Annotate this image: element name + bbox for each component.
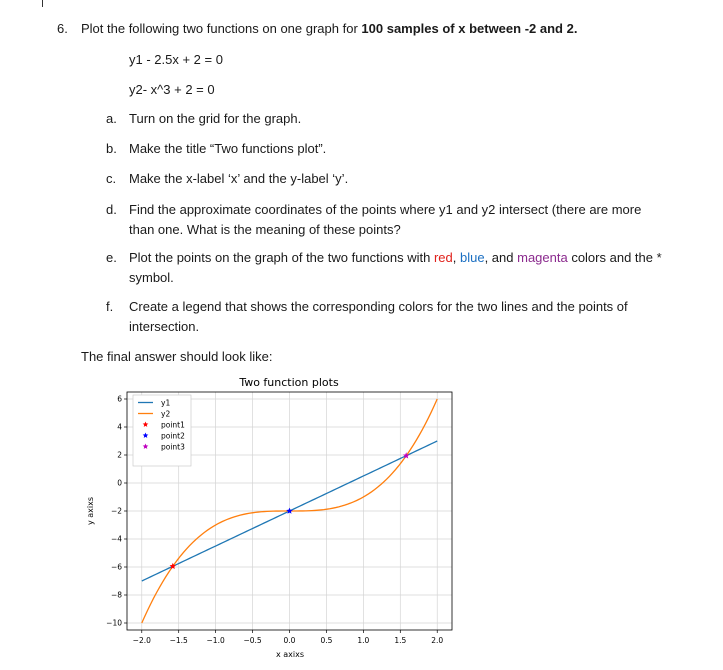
item-a-label: a. (106, 111, 117, 126)
y-tick-label: 2 (117, 450, 122, 460)
y-tick-label: −6 (110, 562, 122, 572)
legend-label-point1: point1 (161, 420, 185, 430)
item-e-pre: Plot the points on the graph of the two functions with (129, 250, 434, 265)
item-e-label: e. (106, 250, 117, 265)
legend-label-point3: point3 (161, 442, 185, 452)
y-tick-label: −4 (110, 534, 122, 544)
equation-y1: y1 - 2.5x + 2 = 0 (129, 52, 223, 67)
item-e-sep2: , and (484, 250, 518, 265)
x-tick-label: −1.0 (206, 636, 225, 645)
chart-xlabel: x axixs (275, 650, 305, 659)
chart-ylabel: y axixs (86, 496, 95, 526)
intro-bold-text: 100 samples of x between -2 and 2. (361, 21, 578, 36)
x-tick-label: −0.5 (243, 636, 262, 645)
x-tick-label: 2.0 (431, 636, 444, 645)
item-e-magenta: magenta (517, 250, 568, 265)
x-tick-label: 0.0 (283, 636, 296, 645)
item-c-label: c. (106, 171, 117, 186)
y-tick-label: −2 (110, 506, 122, 516)
item-d-text: Find the approximate coordinates of the points where y1 and y2 intersect (there are more than one. What is the meaning of these points? (129, 202, 642, 237)
y-tick-label: 6 (117, 394, 122, 404)
item-e-sep1: , (452, 250, 460, 265)
item-b-label: b. (106, 141, 117, 156)
x-tick-label: −1.5 (169, 636, 188, 645)
final-answer-text: The final answer should look like: (81, 349, 273, 364)
item-b-text: Make the title “Two functions plot”. (129, 141, 327, 156)
item-e-red: red (433, 250, 453, 265)
y-tick-label: 4 (117, 422, 122, 432)
x-tick-label: 0.5 (320, 636, 333, 645)
question-number: 6. (57, 21, 68, 36)
chart-title: Two function plots (239, 376, 339, 389)
equation-y2: y2- x^3 + 2 = 0 (129, 82, 215, 97)
legend-label-point2: point2 (161, 431, 185, 441)
item-f-text: Create a legend that shows the corresponding colors for the two lines and the points of intersection. (129, 299, 628, 334)
item-e-post: colors and the * symbol. (129, 250, 662, 285)
item-c-text: Make the x-label ‘x’ and the y-label ‘y’. (129, 171, 349, 186)
x-tick-label: 1.5 (394, 636, 407, 645)
item-a-text: Turn on the grid for the graph. (129, 111, 302, 126)
intro-text: Plot the following two functions on one graph for (81, 21, 362, 36)
item-e-blue: blue (460, 250, 485, 265)
y-tick-label: −10 (106, 618, 122, 628)
legend-label-y1: y1 (161, 398, 171, 408)
x-tick-label: −2.0 (132, 636, 151, 645)
y-tick-label: −8 (110, 590, 122, 600)
y-tick-label: 0 (117, 478, 122, 488)
legend-label-y2: y2 (161, 409, 171, 419)
x-tick-label: 1.0 (357, 636, 370, 645)
item-f-label: f. (106, 299, 114, 314)
item-d-label: d. (106, 202, 117, 217)
